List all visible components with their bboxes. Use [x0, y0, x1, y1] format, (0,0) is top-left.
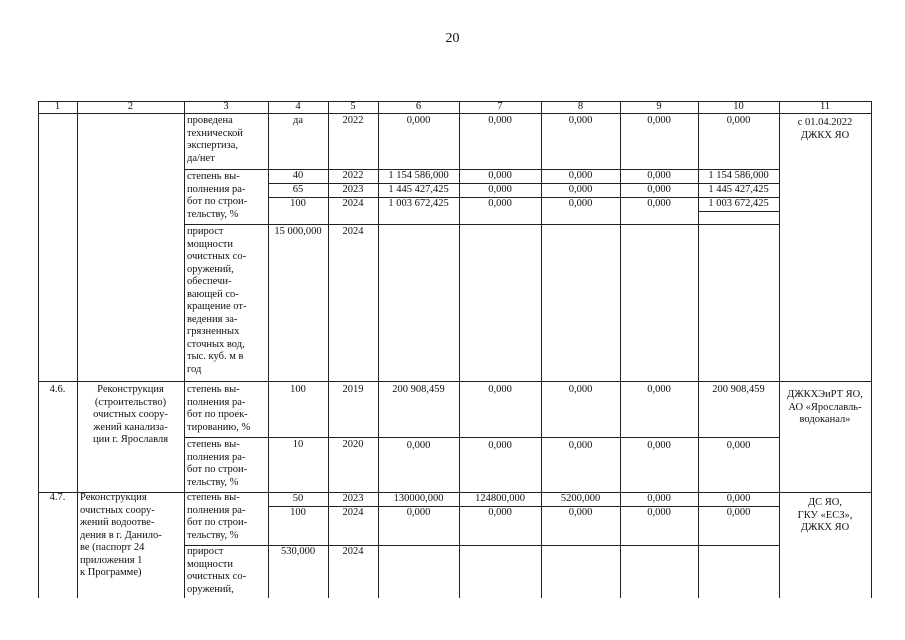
cell-text: 2024 [342, 226, 364, 237]
indicator-text: тельству, % [187, 529, 239, 541]
project-name: жений водоотве- [80, 517, 155, 528]
value-cell: 5200,000 [560, 493, 601, 504]
indicator-text: степень вы- [187, 492, 240, 503]
indicator-text: очистных со- [187, 571, 247, 582]
value-cell: 0,000 [726, 507, 751, 518]
column-rule [698, 101, 699, 598]
value-cell: 1 445 427,425 [708, 184, 769, 195]
cell-text: 100 [290, 384, 306, 395]
indicator-text: экспертиза, [187, 140, 239, 151]
cell-text: 2019 [342, 384, 364, 395]
value-cell: 0,000 [568, 384, 593, 395]
indicator-text: вающей со- [187, 288, 239, 300]
value-cell: 0,000 [406, 115, 431, 126]
row-number: 4.7. [49, 492, 66, 503]
executor-text: ДЖКХ ЯО [800, 522, 850, 533]
executor-text: водоканал» [799, 414, 851, 425]
cell-text: 10 [292, 439, 304, 450]
indicator-text: тыс. куб. м в [187, 351, 244, 362]
value-cell: 0,000 [406, 507, 431, 518]
value-cell: 0,000 [647, 198, 671, 209]
value-cell: 0,000 [488, 198, 512, 209]
indicator-text: прирост [187, 226, 224, 237]
indicator-text: бот по строи- [187, 517, 248, 528]
indicator-text: бот по строи- [187, 196, 248, 207]
value-cell: 0,000 [726, 440, 751, 451]
column-rule [620, 101, 621, 598]
project-name: очистных соору- [93, 409, 168, 420]
column-rule [779, 101, 780, 598]
executor-text: ДС ЯО, [807, 497, 842, 508]
cell-text: 2024 [342, 198, 364, 209]
header-cell: 8 [577, 101, 584, 112]
value-cell: 1 154 586,000 [708, 170, 769, 181]
value-cell: 0,000 [488, 384, 512, 395]
value-cell: 1 003 672,425 [708, 198, 769, 209]
page-number: 20 [445, 31, 460, 46]
cell-text: 2020 [342, 439, 364, 450]
header-cell: 11 [819, 101, 831, 112]
project-name: ции г. Ярославля [92, 434, 169, 445]
executor-text: ДЖКХ ЯО [800, 129, 850, 141]
value-cell: 0,000 [568, 440, 593, 451]
indicator-text: ведения за- [187, 313, 238, 325]
value-cell: 0,000 [568, 115, 593, 126]
row-rule [38, 381, 872, 382]
indicator-text: степень вы- [187, 384, 240, 395]
value-cell: 1 003 672,425 [388, 198, 449, 209]
project-name: Реконструкция [97, 384, 164, 395]
indicator-text: год [187, 363, 202, 375]
indicator-text: бот по строи- [187, 464, 248, 475]
indicator-text: технической [187, 127, 243, 139]
indicator-text: степень вы- [187, 171, 240, 182]
indicator-text: полнения ра- [187, 451, 246, 463]
indicator-text: оружений, [187, 583, 234, 595]
indicator-text: бот по проек- [187, 409, 248, 420]
column-rule [378, 101, 379, 598]
indicator-text: обеспечи- [187, 276, 232, 287]
value-cell: 0,000 [406, 440, 431, 451]
cell-text: 100 [290, 198, 306, 209]
cell-text: 530,000 [280, 546, 316, 557]
indicator-text: тельству, % [187, 208, 239, 220]
value-cell: 1 445 427,425 [388, 184, 449, 195]
header-cell: 10 [733, 101, 744, 112]
value-cell: 0,000 [647, 170, 671, 181]
value-cell: 0,000 [568, 198, 593, 209]
indicator-text: прирост [187, 546, 224, 557]
cell-text: 50 [292, 493, 304, 504]
value-cell: 130000,000 [393, 493, 444, 504]
indicator-text: мощности [187, 238, 233, 250]
executor-text: ДЖКХЭиРТ ЯО, [787, 389, 863, 400]
value-cell: 0,000 [488, 440, 512, 451]
row-rule [184, 437, 780, 438]
indicator-text: да/нет [187, 152, 215, 164]
indicator-text: полнения ра- [187, 504, 246, 516]
value-cell: 0,000 [488, 170, 512, 181]
column-rule [541, 101, 542, 598]
cell-text: 15 000,000 [274, 226, 322, 237]
value-cell: 0,000 [488, 507, 512, 518]
cell-text: 2024 [342, 507, 364, 518]
cell-text: 2022 [342, 115, 364, 126]
value-cell: 200 908,459 [392, 384, 445, 395]
indicator-text: полнения ра- [187, 183, 246, 195]
project-name: (строительство) [94, 396, 167, 408]
indicator-text: мощности [187, 558, 233, 570]
value-cell: 0,000 [488, 115, 512, 126]
cell-text: 2023 [342, 184, 364, 195]
indicator-text: проведена [187, 115, 233, 126]
row-number: 4.6. [49, 384, 66, 395]
executor-text: ГКУ «ЕСЗ», [797, 509, 853, 521]
cell-text: 2023 [342, 493, 364, 504]
value-cell: 200 908,459 [712, 384, 765, 395]
project-name: к Программе) [80, 567, 142, 578]
header-cell: 1 [54, 101, 61, 112]
indicator-text: оружений, [187, 263, 234, 275]
indicator-text: тированию, % [187, 421, 251, 433]
table-side-border [871, 101, 872, 598]
value-cell: 0,000 [647, 440, 671, 451]
header-cell: 2 [127, 101, 134, 112]
indicator-text: степень вы- [187, 439, 240, 450]
cell-text: да [292, 115, 303, 126]
column-rule [328, 101, 329, 598]
value-cell: 0,000 [647, 384, 671, 395]
value-cell: 0,000 [568, 170, 593, 181]
indicator-text: очистных со- [187, 251, 247, 262]
project-name: ве (паспорт 24 [80, 542, 145, 553]
column-rule [77, 101, 78, 598]
indicator-text: тельству, % [187, 476, 239, 488]
value-cell: 0,000 [726, 493, 751, 504]
value-cell: 0,000 [647, 493, 671, 504]
value-cell: 0,000 [647, 507, 671, 518]
value-cell: 0,000 [647, 115, 671, 126]
header-cell: 6 [415, 101, 422, 112]
executor-text: АО «Ярославль- [788, 401, 862, 413]
project-name: Реконструкция [80, 492, 147, 503]
cell-text: 2024 [342, 546, 364, 557]
header-cell: 3 [223, 101, 229, 112]
header-cell: 9 [656, 101, 662, 112]
indicator-text: кращение от- [187, 301, 247, 312]
value-cell: 0,000 [568, 184, 593, 195]
value-cell: 0,000 [726, 115, 751, 126]
value-cell: 1 154 586,000 [388, 170, 449, 181]
table-side-border [38, 101, 39, 598]
cell-text: 65 [292, 184, 304, 195]
project-name: дения в г. Данило- [80, 529, 162, 541]
cell-text: 2022 [342, 170, 364, 181]
project-name: очистных соору- [80, 504, 155, 516]
project-name: приложения 1 [80, 554, 143, 566]
value-cell: 0,000 [647, 184, 671, 195]
cell-text: 100 [290, 507, 306, 518]
value-cell: 0,000 [488, 184, 512, 195]
project-name: жений канализа- [93, 421, 168, 433]
indicator-text: сточных вод, [187, 338, 245, 350]
header-cell: 5 [350, 101, 356, 112]
cell-text: 40 [292, 170, 304, 181]
indicator-text: грязненных [187, 326, 240, 337]
header-cell: 4 [295, 101, 301, 112]
value-cell: 124800,000 [475, 493, 525, 504]
column-rule [184, 101, 185, 598]
sub-row-rule [698, 211, 780, 212]
executor-text: с 01.04.2022 [797, 117, 853, 128]
value-cell: 0,000 [568, 507, 593, 518]
indicator-text: полнения ра- [187, 396, 246, 408]
row-rule [184, 224, 780, 225]
column-rule [459, 101, 460, 598]
header-cell: 7 [497, 101, 503, 112]
